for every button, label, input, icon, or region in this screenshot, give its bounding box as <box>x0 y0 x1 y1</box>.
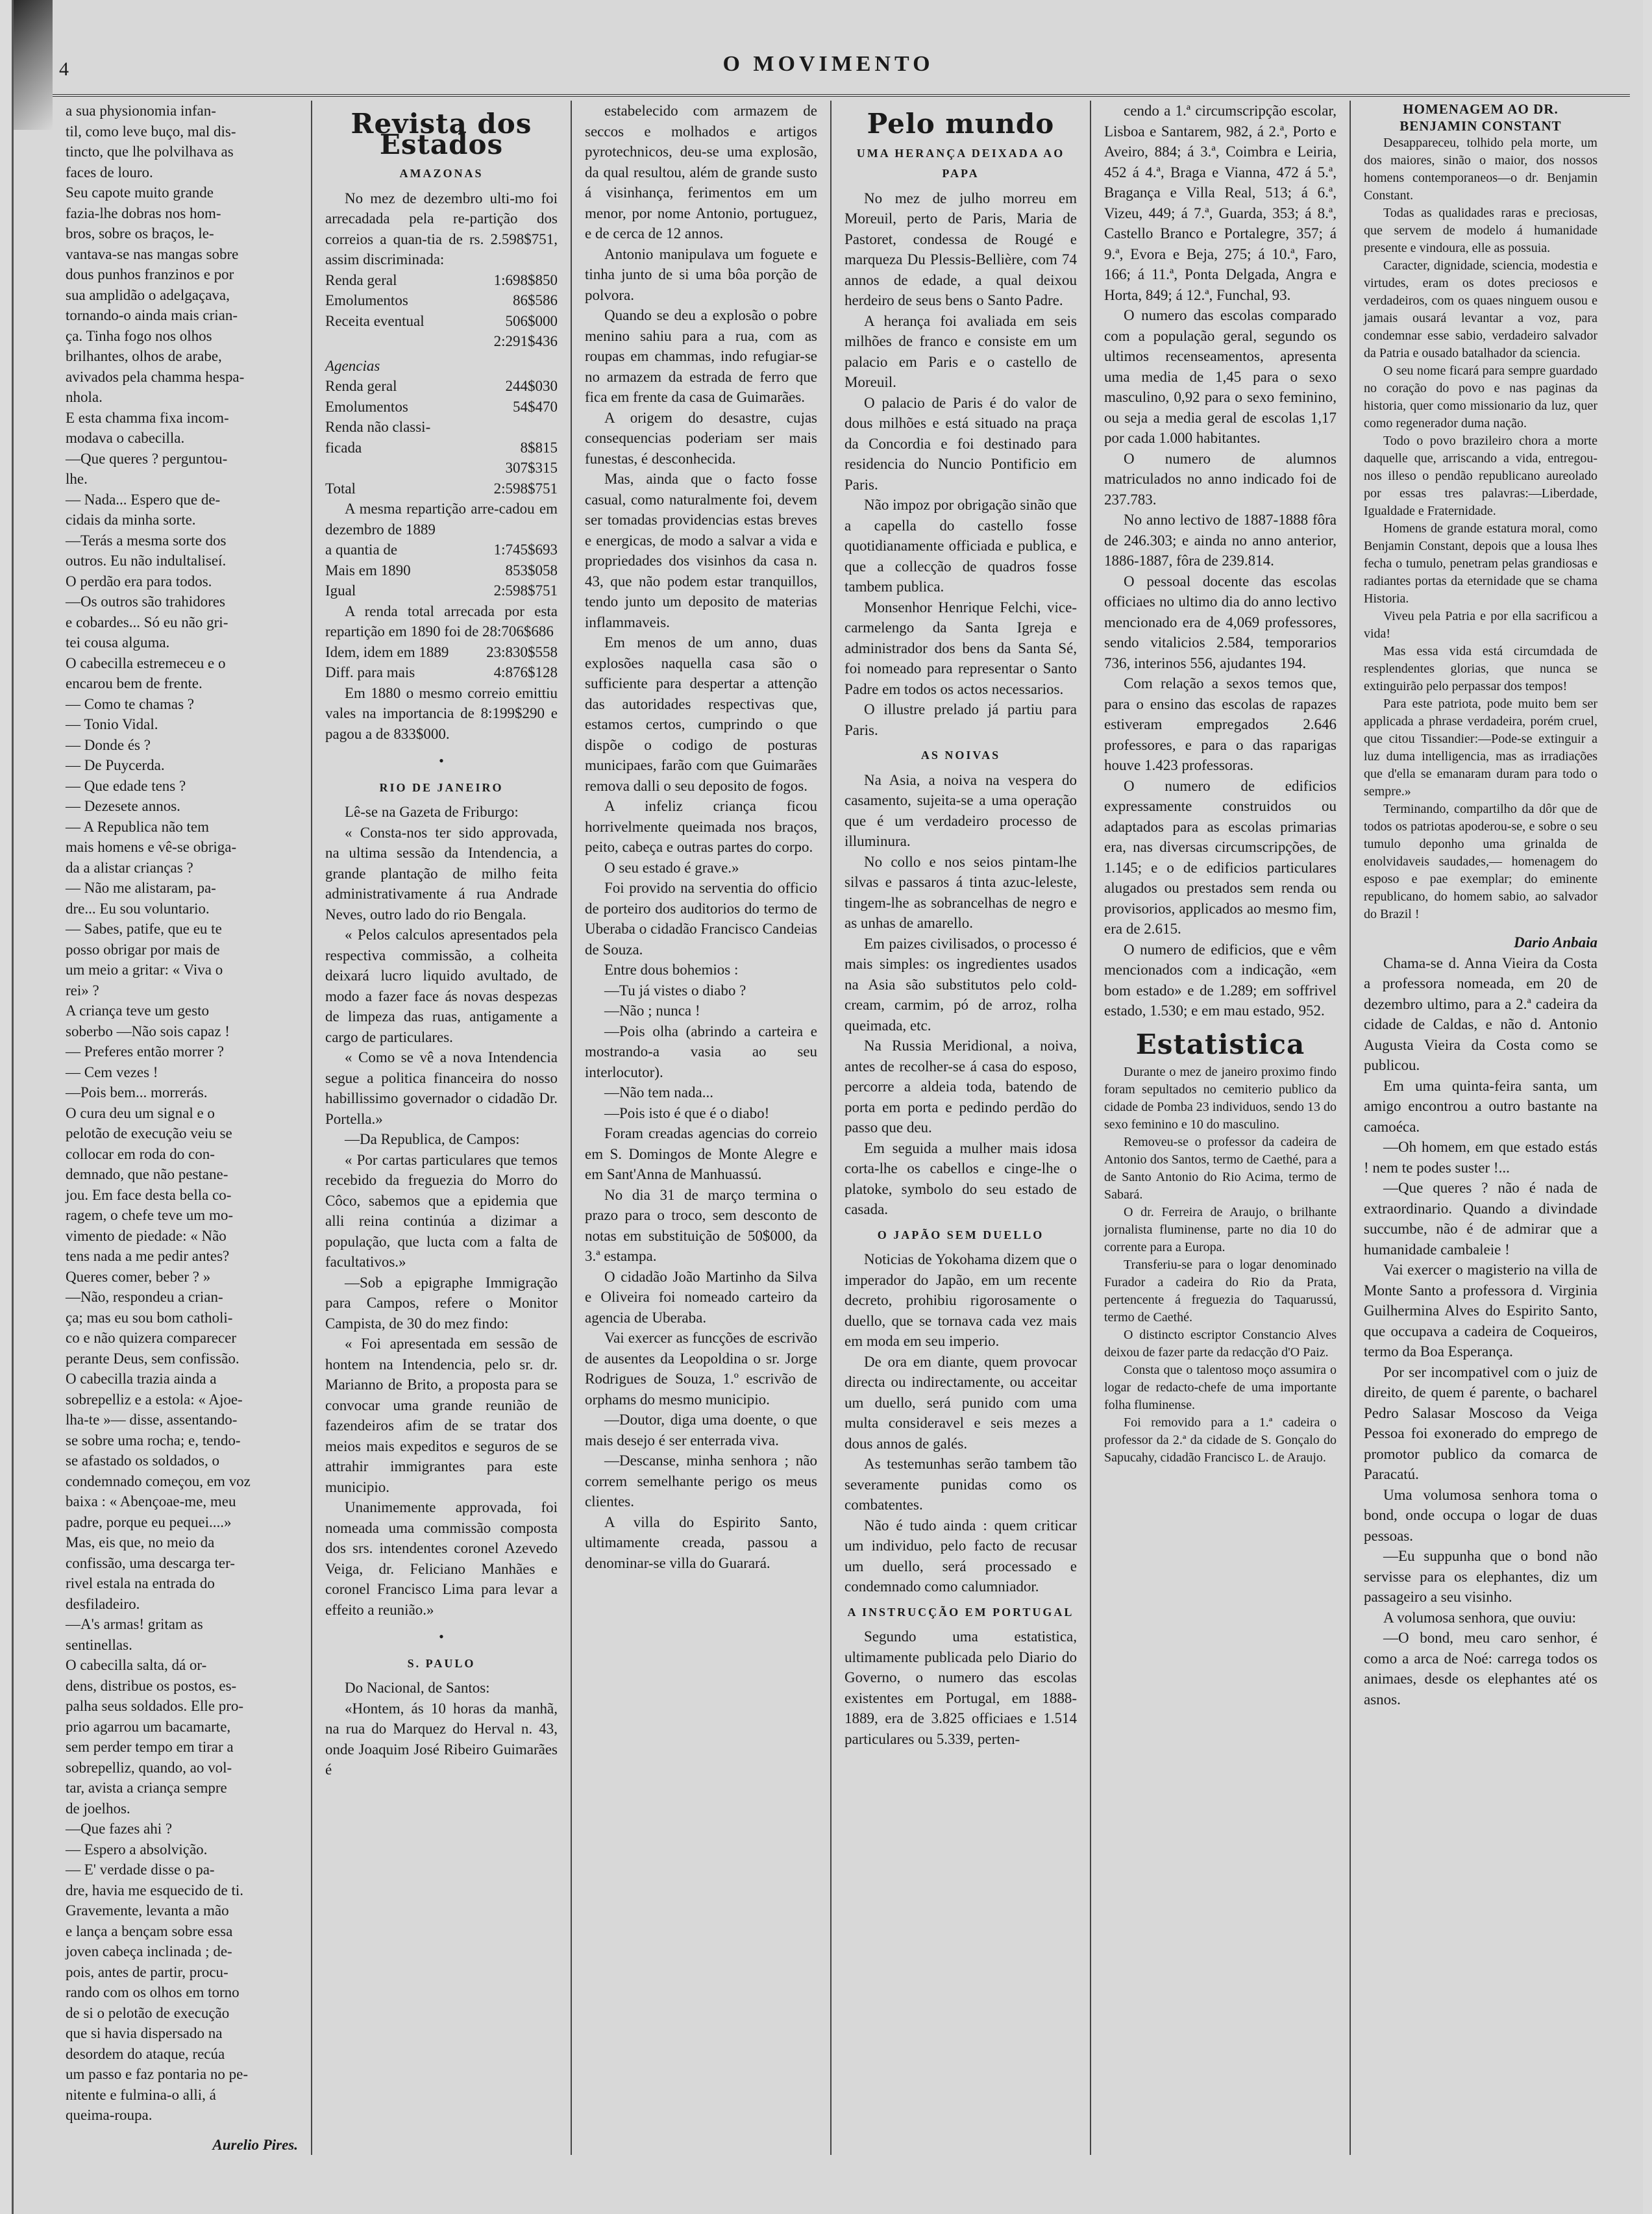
text-line: til, como leve buço, mal dis- <box>66 123 236 140</box>
table-label: ficada <box>325 439 362 456</box>
column-2 <box>312 101 572 2155</box>
subsection-amazonas: AMAZONAS <box>399 167 484 180</box>
paragraph: Terminando, compartilho da dôr que de todos os patriotas apoderou-se, e sobre o seu tumulo deponho uma grinalda de enolvidaveis saudades,— homenagem do esposo e pae exemplar; do eminente republicano, do homem sabio, ao salvador do Brazil ! <box>1364 802 1597 921</box>
text-line: desfiladeiro. <box>66 1595 140 1612</box>
text-line: O cabecilla trazia ainda a <box>66 1371 217 1387</box>
text-line: se sobre uma rocha; e, tendo- <box>66 1432 241 1449</box>
text-line: E esta chamma fixa incom- <box>66 409 229 426</box>
text-line: —Pois bem... morrerás. <box>66 1084 208 1101</box>
text-line: de si o pelotão de execução <box>66 2004 230 2021</box>
text-line: demnado, que não pestane- <box>66 1166 228 1182</box>
table-label: a quantia de <box>325 541 398 558</box>
text-line: dous punhos franzinos e por <box>66 266 234 282</box>
text-line: tincto, que lhe polvilhava as <box>66 143 234 160</box>
paragraph: Na Russia Meridional, a noiva, antes de recolher-se á casa do esposo, percorre a aldeia toda, batendo de porta em porta e pedindo perdão do passo que deu. <box>844 1038 1077 1136</box>
paragraph: —Da Republica, de Campos: <box>345 1131 520 1147</box>
text-line: — E' verdade disse o pa- <box>66 1861 215 1878</box>
paragraph: O illustre prelado já partiu para Paris. <box>844 701 1077 738</box>
text-line: sua amplidão o adelgaçava, <box>66 286 230 303</box>
text-line: condemnado começou, em voz <box>66 1473 251 1489</box>
paragraph: Na Asia, a noiva na vespera do casamento, sujeita-se a uma operação que é um verdadeiro processo de illuminura. <box>844 771 1077 849</box>
paragraph: Segundo uma estatistica, ultimamente publicada pelo Diario do Governo, o numero das escolas existentes em Portugal, em 1888-1889, era de 3.825 officiaes e 1.514 particulares ou 5.339, perten- <box>844 1628 1077 1747</box>
text-line: posso obrigar por mais de <box>66 941 220 958</box>
paragraph: Com relação a sexos temos que, para o ensino das escolas de rapazes estiveram empregados 2.646 professores, e para o das raparigas houve 1.423 professoras. <box>1104 675 1337 773</box>
paragraph: Unanimemente approvada, foi nomeada uma commissão composta dos srs. intendentes coronel Azevedo Veiga, dr. Feliciano Manhães e coronel Francisco Lima para levar a effeito a reunião.» <box>325 1499 558 1618</box>
paragraph: —Oh homem, em que estado estás ! nem te podes suster !... <box>1364 1139 1597 1176</box>
section-title: Revista dos Estados <box>351 108 532 160</box>
text-line: mais homens e vê-se obriga- <box>66 839 237 855</box>
paragraph: No dia 31 de março termina o prazo para o troco, sem desconto de notas em substituição de 50$000, da 3.ª estampa. <box>585 1186 817 1264</box>
paragraph: A origem do desastre, cujas consequencias poderiam ser mais funestas, é desconhecida. <box>585 409 817 467</box>
paragraph: O dr. Ferreira de Araujo, o brilhante jornalista fluminense, parte no dia 10 do corrente para a Europa. <box>1104 1205 1337 1254</box>
comparison-table <box>325 540 558 601</box>
paragraph: « Por cartas particulares que temos recebido da freguezia do Morro do Côco, sabemos que a epidemia que alli reina continúa a dizimar a população, que lucta com a falta de facultativos.» <box>325 1151 558 1270</box>
table-value: 2:291$436 <box>493 333 558 349</box>
table-label: Diff. para mais <box>325 664 415 680</box>
text-line: — A Republica não tem <box>66 818 210 835</box>
table-value: 853$058 <box>505 562 558 578</box>
paragraph: No collo e nos seios pintam-lhe silvas e passaros á tinta azuc-leleste, tingem-lhe as sobrancelhas de negro e as unhas de amarello. <box>844 853 1077 931</box>
text-line: que si havia dispersado na <box>66 2025 223 2041</box>
text-line: baixa : « Abençoae-me, meu <box>66 1493 236 1510</box>
text-line: da a alistar crianças ? <box>66 859 193 876</box>
table-label: Emolumentos <box>325 292 408 308</box>
text-line: ragem, o chefe teve um mo- <box>66 1207 233 1223</box>
text-line: —Os outros são trahidores <box>66 593 225 610</box>
text-line: joven cabeça inclinada ; de- <box>66 1943 232 1959</box>
text-line: — Nada... Espero que de- <box>66 491 221 508</box>
paragraph: Mas, ainda que o facto fosse casual, como naturalmente foi, devem ser tomadas providencias estas breves e energicas, de modo a salvar a vida e propriedades dos visinhos da casa n. 43, que não podem estar tranquillos, tendo junto um deposito de materias inflammaveis. <box>585 471 817 630</box>
paragraph: Viveu pela Patria e por ella sacrificou a vida! <box>1364 609 1597 641</box>
paragraph: Todo o povo brazileiro chora a morte daquelle que, arriscando a vida, entregou-nos illeso o pendão republicano aureolado por essas tres palavras:—Liberdade, Igualdade e Fraternidade. <box>1364 434 1597 518</box>
paragraph: Do Nacional, de Santos: <box>345 1680 490 1696</box>
column-3 <box>572 101 832 2155</box>
text-line: pelotão de execução veiu se <box>66 1125 232 1141</box>
text-line: — Tonio Vidal. <box>66 716 158 732</box>
table-label <box>325 458 487 479</box>
paragraph: —Pois olha (abrindo a carteira e mostrando-a vasia ao seu interlocutor). <box>585 1023 817 1080</box>
paragraph: Todas as qualidades raras e preciosas, que servem de modelo á humanidade presente e vindoura, elle as possuia. <box>1364 206 1597 255</box>
paragraph: —Eu suppunha que o bond não servisse para os elephantes, diz um passageiro a seu visinho. <box>1364 1548 1597 1605</box>
subsection-heranca: UMA HERANÇA DEIXADA AO PAPA <box>856 146 1065 180</box>
text-line: O perdão era para todos. <box>66 573 212 590</box>
paragraph: O pessoal docente das escolas officiaes no ultimo dia do anno lectivo mencionado era de 4,069 professores, sendo vitalicios 2.584, temporarios 736, interinos 556, ajudantes 194. <box>1104 573 1337 671</box>
text-line: pois, antes de partir, procu- <box>66 1963 228 1980</box>
paragraph: O numero de alumnos matriculados no anno indicado foi de 237.783. <box>1104 450 1337 508</box>
text-line: rei» ? <box>66 982 99 999</box>
paragraph: O seu estado é grave.» <box>604 859 739 876</box>
author-signature: Dario Anbaia <box>1514 934 1597 951</box>
text-line: — De Puycerda. <box>66 757 165 773</box>
paragraph: De ora em diante, quem provocar directa ou indirectamente, ou acceitar um duello, será punido com uma multa consideravel e seis mezes a dous annos de galés. <box>844 1353 1077 1452</box>
table-value: 307$315 <box>505 460 558 476</box>
paragraph: « Pelos calculos apresentados pela respectiva commissão, a colheita deixará lucro liquido avultado, de modo a fazer face ás novas despezas de limpeza das ruas, antigamente a cargo de particulares. <box>325 927 558 1045</box>
paragraph: O numero das escolas comparado com a população geral, segundo os ultimos recenseamentos, apresenta uma media de 1,45 para o sexo masculino, 0,92 para o sexo feminino, ou seja a media geral de escolas 1,17 por cada 1.000 habitantes. <box>1104 307 1337 446</box>
paragraph: A villa do Espirito Santo, ultimamente creada, passou a denominar-se villa do Guarará. <box>585 1513 817 1571</box>
text-line: ça; mas eu sou bom catholi- <box>66 1309 233 1326</box>
text-line: tens nada a me pedir antes? <box>66 1248 230 1264</box>
text-line: —Não, respondeu a crian- <box>66 1289 223 1305</box>
column-6-text <box>1364 953 1597 1710</box>
text-line: confissão, uma descarga ter- <box>66 1554 235 1571</box>
paragraph: No mez de julho morreu em Moreuil, perto de Paris, Maria de Pastoret, condessa de Rougé e marqueza Du Plessis-Bellière, com 74 annos de edade, a qual deixou herdeiro de seus bens o Santo Padre. <box>844 190 1077 308</box>
paragraph: Foram creadas agencias do correio em S. Domingos de Monte Alegre e em Sant'Anna de Manhuassú. <box>585 1125 817 1182</box>
paragraph: Lê-se na Gazeta de Friburgo: <box>345 804 519 820</box>
paragraph: Durante o mez de janeiro proximo findo foram sepultados no cemiterio publico da cidade de Pomba 23 individuos, sendo 13 do sexo feminino e 10 do masculino. <box>1104 1065 1337 1132</box>
text-line: O cura deu um signal e o <box>66 1104 215 1121</box>
paragraph: A infeliz criança ficou horrivelmente queimada nos braços, peito, cabeça e outras partes do corpo. <box>585 798 817 855</box>
table-value: 2:598$751 <box>493 582 558 599</box>
paragraph: O distincto escriptor Constancio Alves deixou de fazer parte da redacção d'O Paiz. <box>1104 1328 1337 1360</box>
table-value: 1:745$693 <box>493 541 558 558</box>
text-line: prio agarrou um bacamarte, <box>66 1718 231 1735</box>
paragraph: O seu nome ficará para sempre guardado no coração do povo e nas paginas da historia, quer como missionario da luz, quer como regenerador duma nação. <box>1364 364 1597 430</box>
text-line: desordem do ataque, recúa <box>66 2045 225 2062</box>
paragraph: Foi provido na serventia do officio de porteiro dos auditorios do termo de Uberaba o cidadão Francisco Candeias de Souza. <box>585 880 817 958</box>
paragraph: —Descanse, minha senhora ; não correm semelhante perigo os meus clientes. <box>585 1452 817 1510</box>
text-line: nhola. <box>66 389 103 405</box>
text-line: avivados pela chamma hespa- <box>66 368 245 385</box>
table-label <box>325 331 487 352</box>
text-line: — Dezesete annos. <box>66 798 180 814</box>
paragraph: O palacio de Paris é do valor de dous milhões e está situado na praça da Concordia e foi destinado para residencia do Nuncio Pontificio em Paris. <box>844 394 1077 493</box>
paragraph: Mas essa vida está circumdada de resplendentes glorias, que nunca se extinguirão pelo perpassar dos tempos! <box>1364 644 1597 693</box>
text-line: palha seus soldados. Elle pro- <box>66 1698 244 1714</box>
table-value: 54$470 <box>513 398 558 415</box>
paragraph: —O bond, meu caro senhor, é como a arca de Noé: carrega todos os animaes, desde os elephantes até os asnos. <box>1364 1630 1597 1708</box>
subsection-sp: S. PAULO <box>407 1656 476 1670</box>
paragraph: —Que queres ? não é nada de extraordinario. Quando a divindade succumbe, não é de admirar que a humanidade cambaleie ! <box>1364 1180 1597 1258</box>
subsection-japao: O JAPÃO SEM DUELLO <box>877 1228 1044 1241</box>
text-line: sentinellas. <box>66 1636 132 1653</box>
paragraph: Uma volumosa senhora toma o bond, onde occupa o logar de duas pessoas. <box>1364 1486 1597 1544</box>
column-3-text <box>585 101 817 1573</box>
masthead: O MOVIMENTO <box>722 52 934 76</box>
estatistica-text <box>1104 1063 1337 1467</box>
paragraph: Entre dous bohemios : <box>604 962 739 978</box>
text-line: — Sabes, patife, que eu te <box>66 921 222 937</box>
paragraph: Quando se deu a explosão o pobre menino sahiu para a rua, com as roupas em chammas, indo refugiar-se no armazem da estrada de ferro que fica em frente da casa de Guimarães. <box>585 307 817 405</box>
text-line: dre, havia me esquecido de ti. <box>66 1882 243 1898</box>
paragraph: As testemunhas serão tambem tão severamente punidas como os combatentes. <box>844 1456 1077 1513</box>
paragraph: —Tu já vistes o diabo ? <box>604 982 746 999</box>
text-line: um passo e faz pontaria no pe- <box>66 2066 249 2082</box>
paragraph: Em uma quinta-feira santa, um amigo encontrou a outro bastante na camoéca. <box>1364 1077 1597 1135</box>
text-line: dre... Eu sou voluntario. <box>66 900 210 917</box>
paragraph: Não é tudo ainda : quem criticar um individuo, pelo facto de recusar um duello, será processado e condemnado como calumniador. <box>844 1517 1077 1595</box>
text-line: tar, avista a criança sempre <box>66 1780 227 1796</box>
instrucao-text <box>844 1626 1077 1749</box>
paragraph: A volumosa senhora, que ouviu: <box>1383 1609 1577 1626</box>
header-rule <box>53 94 1630 97</box>
paragraph: Removeu-se o professor da cadeira de Antonio dos Santos, termo de Caethé, para a de Santo Antonio do Rio Acima, termo de Sabará. <box>1104 1135 1337 1202</box>
paragraph: « Foi apresentada em sessão de hontem na Intendencia, pelo sr. dr. Marianno de Brito, a proposta para se convocar uma grande reunião de fazendeiros afim de se tratar dos meios mais expeditos e seguros de se attrahir immigrantes para este municipio. <box>325 1336 558 1495</box>
japao-text <box>844 1249 1077 1597</box>
text-line: brilhantes, olhos de arabe, <box>66 348 222 364</box>
text-line: um meio a gritar: « Viva o <box>66 962 223 978</box>
table-value: 23:830$558 <box>486 643 558 660</box>
table-value: 8$815 <box>520 439 558 456</box>
subsection-instrucao: A INSTRUCÇÃO EM PORTUGAL <box>847 1605 1074 1619</box>
text-line: a sua physionomia infan- <box>66 103 216 119</box>
text-line: A criança teve um gesto <box>66 1002 209 1019</box>
table-value <box>494 417 558 438</box>
text-line: modava o cabecilla. <box>66 430 185 446</box>
text-line: sem perder tempo em tirar a <box>66 1739 234 1755</box>
paragraph: —Pois isto é que é o diabo! <box>604 1104 770 1121</box>
separator: • <box>439 1628 444 1645</box>
text-line: —A's armas! gritam as <box>66 1616 203 1632</box>
paragraph: Foi removido para a 1.ª cadeira o professor da 2.ª da cidade de S. Gonçalo do Sapucahy, cidadão Francisco L. de Araujo. <box>1104 1415 1337 1465</box>
text-line: collocar em roda do con- <box>66 1145 215 1162</box>
paragraph: Em seguida a mulher mais idosa corta-lhe os cabellos e cinge-lhe o platoke, symbolo do seu estado de casada. <box>844 1139 1077 1217</box>
paragraph: Para este patriota, pode muito bem ser applicada a phrase verdadeira, porém cruel, que citou Tissandier:—Pode-se extinguir a luz duma intelligencia, mas as irradiações que d'ella se emanaram duram para todo o sempre.» <box>1364 697 1597 799</box>
paragraph: Em menos de um anno, duas explosões naquella casa são o sufficiente para despertar a attenção das autoridades respectivas que, estamos certos, cumprindo o que dispõe o codigo de posturas municipaes, farão com que Guimarães remova dalli o seu deposito de fogos. <box>585 634 817 794</box>
page-number: 4 <box>59 58 69 80</box>
text-line: perante Deus, sem confissão. <box>66 1350 240 1367</box>
table-label: Mais em 1890 <box>325 562 411 578</box>
text-line: queima-roupa. <box>66 2107 153 2123</box>
separator: • <box>439 753 444 769</box>
text-line: lhe. <box>66 471 88 487</box>
text-line: — Espero a absolvição. <box>66 1841 208 1858</box>
text-line: lha-te »— disse, assentando- <box>66 1412 238 1428</box>
table-value: 1:698$850 <box>493 271 558 288</box>
subsection-rio: RIO DE JANEIRO <box>379 780 504 794</box>
table-label: Total <box>325 480 356 497</box>
paragraph: Desappareceu, tolhido pela morte, um dos maiores, sinão o maior, dos nossos homens contemporaneos—o dr. Benjamin Constant. <box>1364 136 1597 203</box>
text-line: e cobardes... Só eu não gri- <box>66 614 228 630</box>
text-line: — Donde és ? <box>66 736 151 753</box>
paragraph: No anno lectivo de 1887-1888 fôra de 246.303; e ainda no anno anterior, 1886-1887, fôra de 239.814. <box>1104 512 1337 569</box>
paragraph: Por ser incompativel com o juiz de direito, de quem é parente, o bacharel Pedro Salasar Moscoso da Veiga Pessoa foi exonerado do emprego de promotor publico da comarca de Paracatú. <box>1364 1363 1597 1482</box>
paragraph: estabelecido com armazem de seccos e molhados e artigos pyrotechnicos, deu-se uma explosão, da qual resultou, além de grande susto á visinhança, ferimentos em um menor, por nome Antonio, portuguez, e de cerca de 12 annos. <box>585 103 817 242</box>
paragraph: Transferiu-se para o logar denominado Furador a cadeira do Rio da Prata, pertencente á freguezia do Taquarussú, termo de Caethé. <box>1104 1258 1337 1325</box>
paragraph: —Não tem nada... <box>604 1084 713 1101</box>
text-line: — Como te chamas ? <box>66 695 195 712</box>
text-line: nitente e fulmina-o alli, á <box>66 2086 216 2103</box>
text-line: O cabecilla salta, dá or- <box>66 1657 207 1673</box>
text-line: vantava-se nas mangas sobre <box>66 245 239 262</box>
paragraph: cendo a 1.ª circumscripção escolar, Lisboa e Santarem, 982, á 2.ª, Porto e Aveiro, 884; á 3.ª, Coimbra e Leiria, 452 á 4.ª, Braga e Vianna, 472 á 5.ª, Bragança e Villa Real, 513; á 6.ª, Vizeu, 449; á 7.ª, Guarda, 353; á 8.ª, Castello Branco e Portalegre, 357; á 9.ª, Evora e Beja, 275; á 10.ª, Faro, 166; á 11.ª, Ponta Delgada, Angra e Horta, 849; á 12.ª, Funchal, 93. <box>1104 103 1337 303</box>
paragraph: —Sob a epigraphe Immigração para Campos, refere o Monitor Campista, de 30 do mez findo: <box>325 1274 558 1332</box>
table-label: Igual <box>325 582 356 599</box>
text-line: soberbo —Não sois capaz ! <box>66 1023 230 1039</box>
heranca-text <box>844 188 1077 741</box>
paragraph: —Doutor, diga uma doente, o que mais desejo é ser enterrada viva. <box>585 1412 817 1449</box>
table-value: 244$030 <box>505 378 558 394</box>
column-5-text <box>1104 101 1337 1021</box>
text-line: se afastado os soldados, o <box>66 1452 219 1469</box>
text-line: Seu capote muito grande <box>66 184 214 201</box>
text-line: Queres comer, beber ? » <box>66 1268 211 1285</box>
table-label: Renda geral <box>325 271 397 288</box>
text-line: Gravemente, levanta a mão <box>66 1902 229 1919</box>
paragraph: Vai exercer as funcções de escrivão de ausentes da Leopoldina o sr. Jorge Rodrigues de Souza, 1.º escrivão de orphams do mesmo municipio. <box>585 1330 817 1408</box>
text-line: rando com os olhos em torno <box>66 1984 240 2000</box>
text-line: —Terás a mesma sorte dos <box>66 532 227 549</box>
agencias-table <box>325 376 558 499</box>
column-5 <box>1091 101 1351 2155</box>
table-value: 506$000 <box>505 312 558 329</box>
text-line: ça. Tinha fogo nos olhos <box>66 327 212 344</box>
table-label: Renda não classi- <box>325 419 431 435</box>
text-line: jou. Em face desta bella co- <box>66 1186 232 1203</box>
text-line: fazia-lhe dobras nos hom- <box>66 205 221 221</box>
paragraph: Não impoz por obrigação sinão que a capella do castello fosse quotidianamente officiada e publica, e que a collecção de quadros fosse tambem publica. <box>844 497 1077 595</box>
text-line: encarou bem de frente. <box>66 675 203 691</box>
column-6 <box>1351 101 1610 2155</box>
text-line: — Cem vezes ! <box>66 1063 158 1080</box>
column-1 <box>53 101 312 2155</box>
paragraph: A herança foi avaliada em seis milhões de franco e consiste em um palacio em Paris e o castello de Moreuil. <box>844 312 1077 390</box>
text-line: vimento de piedade: « Não <box>66 1227 227 1244</box>
author-signature: Aurelio Pires. <box>212 2136 298 2153</box>
paragraph: Em paizes civilisados, o processo é mais simples: os ingredientes usados na Asia são substitutos pelo cold-cream, carmim, pó de arroz, rolha queimada, etc. <box>844 935 1077 1034</box>
text-line: —Que fazes ahi ? <box>66 1821 173 1837</box>
paragraph: No mez de dezembro ulti-mo foi arrecadada pela re-partição dos correios a quan-tia de rs. 2.598$751, assim discriminada: <box>325 190 558 267</box>
paragraph: Antonio manipulava um foguete e tinha junto de si uma bôa porção de polvora. <box>585 245 817 303</box>
paragraph: O numero de edificios, que e vêm mencionados com a indicação, «em bom estado» e de 1.289; em soffrivel estado, 1.530; e em mau estado, 952. <box>1104 941 1337 1019</box>
paragraph: Homens de grande estatura moral, como Benjamin Constant, depois que a lousa lhes fecha o tumulo, penetram pelas grandiosas e radiantes portas da eternidade que se chama Historia. <box>1364 521 1597 606</box>
text-line: co e não quizera comparecer <box>66 1330 237 1346</box>
column-4 <box>832 101 1091 2155</box>
table-value: 2:598$751 <box>493 480 558 497</box>
text-line: tornando-o ainda mais crian- <box>66 307 238 323</box>
text-line: — Não me alistaram, pa- <box>66 880 216 896</box>
paragraph: Chama-se d. Anna Vieira da Costa a professora nomeada, em 20 de dezembro ultimo, para a 2.ª cadeira da cidade de Caldas, e não d. Antonio Augusta Vieira da Costa como se publicou. <box>1364 954 1597 1073</box>
text-line: padre, porque eu pequei....» <box>66 1513 232 1530</box>
section-title: HOMENAGEM AO DR. BENJAMIN CONSTANT <box>1399 101 1562 134</box>
sp-text <box>325 1678 558 1780</box>
revenue-table <box>325 270 558 352</box>
text-line: —Que queres ? perguntou- <box>66 450 228 467</box>
text-line: dens, distribue os postos, es- <box>66 1677 237 1694</box>
paragraph: Noticias de Yokohama dizem que o imperador do Japão, em um recente decreto, prohibiu rigorosamente o duello, que se tornava cada vez mais em moda em seu imperio. <box>844 1251 1077 1349</box>
homenagem-text <box>1364 134 1597 923</box>
section-title: Estatistica <box>1135 1028 1305 1060</box>
section-title: Pelo mundo <box>867 108 1055 140</box>
text-line: bros, sobre os braços, le- <box>66 225 214 242</box>
table-label: Idem, idem em 1889 <box>325 643 449 660</box>
text-line: de joelhos. <box>66 1800 130 1817</box>
paragraph: O cidadão João Martinho da Silva e Oliveira foi nomeado carteiro da agencia de Uberaba. <box>585 1268 817 1326</box>
text-line: O cabecilla estremeceu e o <box>66 654 226 671</box>
subsection-noivas: AS NOIVAS <box>920 749 1001 762</box>
paragraph: Vai exercer o magisterio na villa de Monte Santo a professora d. Virginia Guilhermina Alves do Espirito Santo, que occupava a cadeira de Coqueiros, termo da Boa Esperança. <box>1364 1262 1597 1360</box>
paragraph: A renda total arrecada por esta repartição em 1890 foi de 28:706$686 <box>325 603 558 640</box>
paragraph: —Não ; nunca ! <box>604 1002 700 1019</box>
noivas-text <box>844 770 1077 1220</box>
agencias-label: Agencias <box>325 357 380 374</box>
text-line: cidais da minha sorte. <box>66 512 196 528</box>
text-line: faces de louro. <box>66 164 153 180</box>
text-line: tei cousa alguma. <box>66 634 170 651</box>
paragraph: Monsenhor Henrique Felchi, vice-carmelengo da Santa Igreja e administrador dos bens da Santa Sé, foi nomeado para representar o Santo Padre em todos os actos necessarios. <box>844 599 1077 697</box>
text-line: — Que edade tens ? <box>66 777 186 794</box>
newspaper-page <box>12 0 1643 2214</box>
text-line: Mas, eis que, no meio da <box>66 1534 215 1550</box>
text-line: — Preferes então morrer ? <box>66 1043 224 1060</box>
paragraph: «Hontem, ás 10 horas da manhã, na rua do Marquez do Herval n. 43, onde Joaquim José Ribeiro Guimarães é <box>325 1700 558 1778</box>
paragraph: O numero de edificios expressamente construidos ou adaptados para as escolas primarias era, nas diversas circumscripções, de 1.145; e o de edificios particulares alugados ou prestados sem renda ou provisorios, applicados ao mesmo fim, era de 2.615. <box>1104 777 1337 937</box>
paragraph: A mesma repartição arre-cadou em dezembro de 1889 <box>325 501 558 538</box>
paragraph: Em 1880 o mesmo correio emittiu vales na importancia de 8:199$290 e pagou a de 833$000. <box>325 684 558 742</box>
table-label: Receita eventual <box>325 312 425 329</box>
text-line: outros. Eu não indultaliseí. <box>66 553 227 569</box>
text-line: rivel estala na entrada do <box>66 1575 215 1591</box>
table-label: Renda geral <box>325 378 397 394</box>
paragraph: Consta que o talentoso moço assumira o logar de redacto-chefe de uma importante folha fluminense. <box>1104 1363 1337 1412</box>
table-label: Emolumentos <box>325 398 408 415</box>
rio-text <box>325 802 558 1620</box>
paragraph: « Como se vê a nova Intendencia segue a politica financeira do nosso habillissimo governador o cidadão Dr. Portella.» <box>325 1049 558 1127</box>
paragraph: « Consta-nos ter sido approvada, na ultima sessão da Intendencia, a grande plantação de milho feita administrativamente á rua Andrade Neves, outro lado do rio Bengala. <box>325 824 558 923</box>
table-value: 86$586 <box>513 292 558 308</box>
paragraph: Caracter, dignidade, sciencia, modestia e virtudes, eram os dotes preciosos e verdadeiros, com os quaes ninguem ousou e jamais ousará levantar a voz, para condemnar esse sabio, verdadeiro salvador da Patria e ousado batalhador da sciencia. <box>1364 258 1597 360</box>
columns <box>53 101 1610 2153</box>
text-line: e lança a bençam sobre essa <box>66 1922 233 1939</box>
story-text <box>66 101 298 2126</box>
text-line: sobrepelliz e a estola: « Ajoe- <box>66 1391 243 1408</box>
text-line: sobrepelliz, quando, ao vol- <box>66 1759 232 1776</box>
difference-table <box>325 642 558 683</box>
page-header <box>14 39 1643 78</box>
table-value: 4:876$128 <box>493 664 558 680</box>
